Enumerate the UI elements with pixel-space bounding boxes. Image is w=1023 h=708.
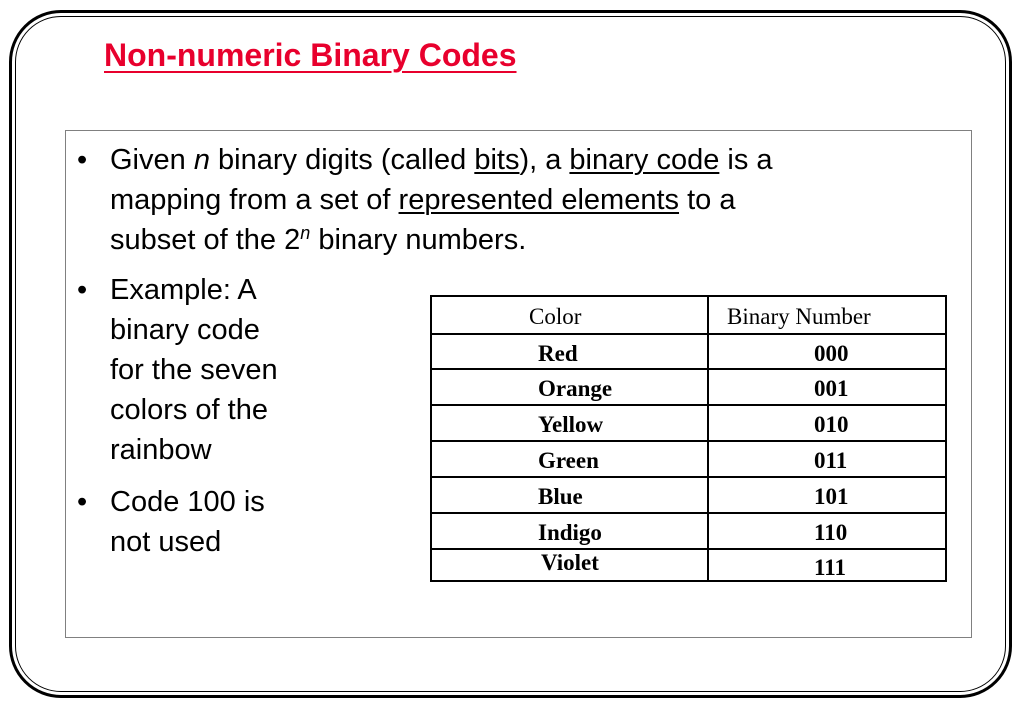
definition-line-1: Given n binary digits (called bits), a binary code is a — [110, 144, 773, 176]
term-bits: bits — [474, 144, 520, 176]
bullet-example — [77, 270, 278, 470]
table-row-color: Green — [538, 448, 599, 473]
header-divider — [432, 333, 945, 335]
table-row-color: Red — [538, 341, 578, 366]
table-row-code: 000 — [814, 341, 849, 366]
example-line: Example: A — [110, 274, 257, 306]
row-divider — [432, 476, 945, 478]
table-row-code: 001 — [814, 376, 849, 401]
term-binary-code: binary code — [569, 144, 720, 176]
unused-line: not used — [110, 526, 222, 558]
table-row-code: 011 — [814, 448, 848, 473]
binary-code-table — [430, 295, 947, 582]
table-row-code: 101 — [814, 484, 849, 509]
row-divider — [432, 440, 945, 442]
definition-line-3: subset of the 2$^n$ binary numbers. — [110, 223, 527, 256]
bullet-unused-code — [77, 482, 265, 562]
table-row-code: 111 — [814, 555, 846, 580]
bullet-dot: • — [77, 144, 88, 176]
bullet-dot: • — [77, 274, 88, 306]
slide-title: Non-numeric Binary Codes — [104, 37, 517, 73]
table-row-color: Yellow — [538, 412, 604, 437]
header-color: Color — [529, 304, 582, 329]
table-row-code: 010 — [814, 412, 849, 437]
header-binary-number: Binary Number — [727, 304, 871, 329]
example-line: colors of the — [110, 394, 268, 426]
table-row-code: 110 — [814, 520, 848, 545]
definition-line-2: mapping from a set of represented elements to a — [110, 184, 736, 216]
table-column-divider — [707, 297, 709, 580]
bullet-dot: • — [77, 486, 88, 518]
row-divider — [432, 404, 945, 406]
example-line: for the seven — [110, 354, 278, 386]
table-row-color: Blue — [538, 484, 583, 509]
term-represented-elements: represented elements — [398, 184, 680, 216]
row-divider — [432, 512, 945, 514]
bullet-definition — [77, 140, 773, 260]
example-line: binary code — [110, 314, 260, 346]
unused-line: Code 100 is — [110, 486, 265, 518]
table-row-color: Violet — [541, 550, 599, 575]
table-row-color: Indigo — [538, 520, 602, 545]
row-divider — [432, 548, 945, 550]
table-row-color: Orange — [538, 376, 613, 401]
row-divider — [432, 368, 945, 370]
example-line: rainbow — [110, 434, 212, 466]
